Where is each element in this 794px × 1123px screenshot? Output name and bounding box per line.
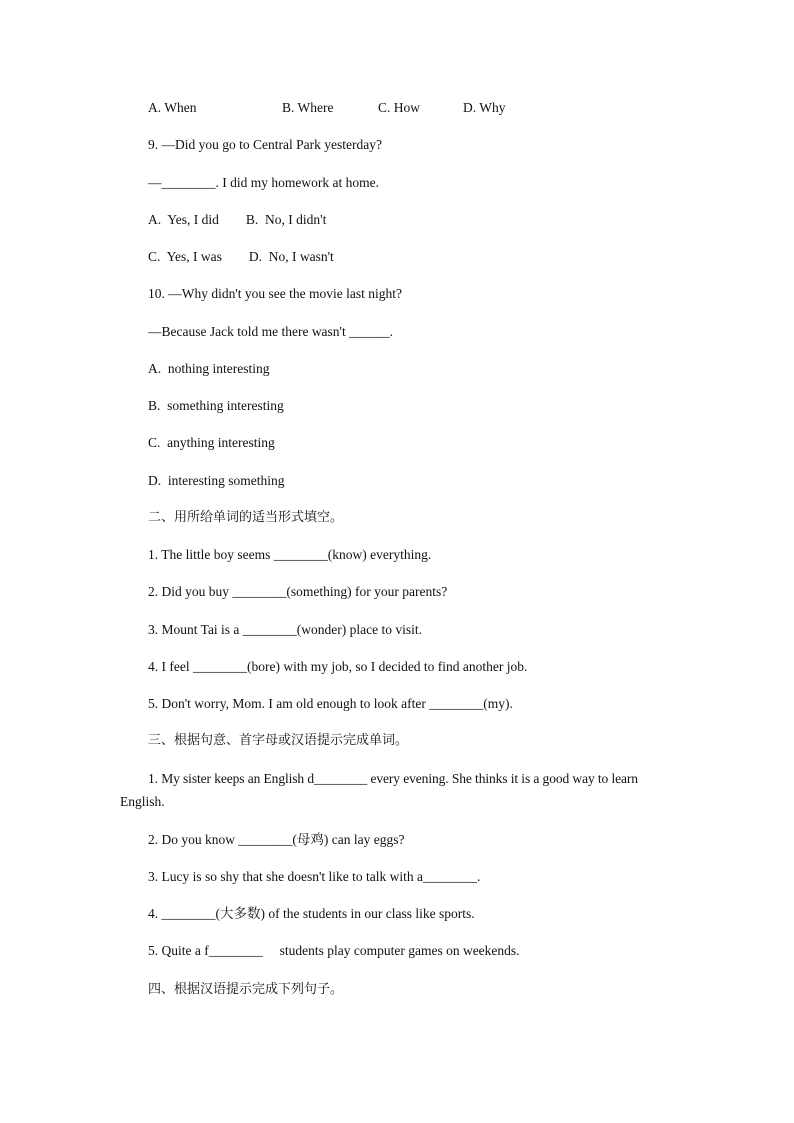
section2-item-3: 3. Mount Tai is a ________(wonder) place to visit. [148,622,423,637]
section3-item-2: 2. Do you know ________(母鸡) can lay eggs? [148,832,405,847]
section3-heading: 三、根据句意、首字母或汉语提示完成单词。 [148,733,409,748]
section2-heading: 二、用所给单词的适当形式填空。 [148,510,344,525]
q8-option-b: B. Where [282,100,334,115]
q8-option-a: A. When [148,100,197,115]
section3-item-3: 3. Lucy is so shy that she doesn't like to talk with a________. [148,869,481,884]
section2-item-5: 5. Don't worry, Mom. I am old enough to look after ________(my). [148,696,513,711]
q9-options-row1: A. Yes, I did B. No, I didn't [148,212,327,227]
section4-heading: 四、根据汉语提示完成下列句子。 [148,982,344,997]
section3-item-5: 5. Quite a f________ students play computer games on weekends. [148,943,520,958]
section3-item-4: 4. ________(大多数) of the students in our class like sports. [148,906,475,921]
q8-option-d: D. Why [463,100,506,115]
q9-options-row2: C. Yes, I was D. No, I wasn't [148,249,334,264]
q10-option-a: A. nothing interesting [148,361,270,376]
q8-options [148,99,506,117]
section2-item-4: 4. I feel ________(bore) with my job, so I decided to find another job. [148,659,528,674]
section2-item-2: 2. Did you buy ________(something) for your parents? [148,584,448,599]
q8-option-c: C. How [378,100,421,115]
q10-option-d: D. interesting something [148,473,285,488]
section3-item-1-line2: English. [120,794,165,809]
q10-option-b: B. something interesting [148,398,284,413]
q10-option-c: C. anything interesting [148,435,275,450]
q9-question: 9. —Did you go to Central Park yesterday? [148,137,382,152]
q10-answer: —Because Jack told me there wasn't ______. [148,324,393,339]
q9-answer: —________. I did my homework at home. [148,175,379,190]
section3-item-1-line1: 1. My sister keeps an English d________ every evening. She thinks it is a good way to learn [148,771,638,786]
q10-question: 10. —Why didn't you see the movie last night? [148,286,403,301]
section2-item-1: 1. The little boy seems ________(know) everything. [148,547,432,562]
